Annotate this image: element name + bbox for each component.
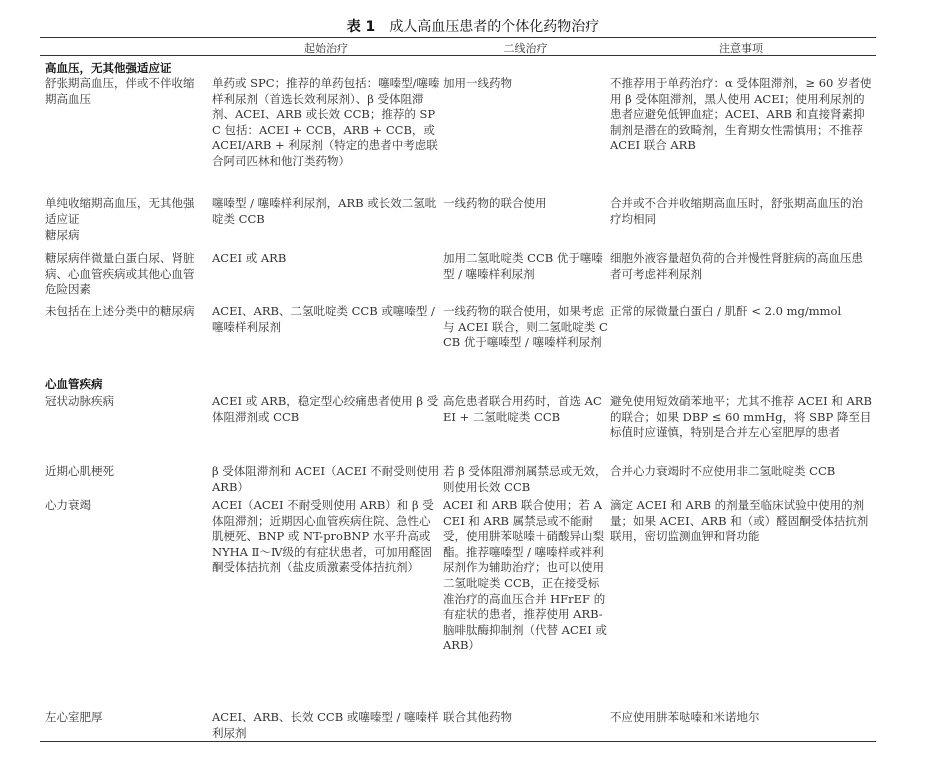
cell-initial: β 受体阻滞剂和 ACEI（ACEI 不耐受则使用 ARB） [212,464,440,494]
cell-notes: 正常的尿微量白蛋白 / 肌酐 < 2.0 mg/mmol [610,304,842,318]
cell-notes: 滴定 ACEI 和 ARB 的剂量至临床试验中使用的剂量；如果 ACEI、ARB 和（或）醛固酮受体拮抗剂联用，密切监测血钾和肾功能 [610,498,869,544]
cell-second: 一线药物的联合使用 [443,196,547,210]
cell-second: 高危患者联合用药时，首选 ACEI + 二氢吡啶类 CCB [443,394,602,424]
table-caption: 成人高血压患者的个体化药物治疗 [389,19,600,35]
header-notes: 注意事项 [719,42,763,55]
header-rule [40,55,876,56]
cell-second: 若 β 受体阻滞剂属禁忌或无效，则使用长效 CCB [443,464,607,494]
cell-second: 一线药物的联合使用，如果考虑与 ACEI 联合，则二氢吡啶类 CCB 优于噻嗪型 / 噻嗪样利尿剂 [443,304,608,350]
header-initial: 起始治疗 [304,42,348,55]
top-rule [40,37,876,38]
cell-notes: 不推荐用于单药治疗：α 受体阻滞剂，≥ 60 岁者使用 β 受体阻滞剂，黑人使用 ACEI；使用利尿剂的患者应避免低钾血症；ACEI、ARB 和直接肾素抑制剂是潜在的致畸剂，生育期女性需慎用；不推荐 ACEI 联合 ARB [610,76,872,153]
cell-condition: 冠状动脉疾病 [45,394,114,408]
bottom-rule [40,741,876,742]
cell-initial: ACEI 或 ARB [212,251,287,265]
cell-initial: ACEI、ARB、二氢吡啶类 CCB 或噻嗪型 / 噻嗪样利尿剂 [212,304,435,334]
section-heading: 高血压，无其他强适应证 [45,61,172,75]
cell-second: 联合其他药物 [443,710,512,724]
cell-second: 加用二氢吡啶类 CCB 优于噻嗪型 / 噻嗪样利尿剂 [443,251,603,281]
cell-second: 加用一线药物 [443,76,512,90]
cell-condition: 单纯收缩期高血压，无其他强适应证 [45,196,195,226]
cell-initial: ACEI 或 ARB，稳定型心绞痛患者使用 β 受体阻滞剂或 CCB [212,394,439,424]
cell-notes: 避免使用短效硝苯地平；尤其不推荐 ACEI 和 ARB 的联合；如果 DBP ≤ 60 mmHg，将 SBP 降至目标值时应谨慎，特别是合并左心室肥厚的患者 [610,394,872,440]
cell-initial: ACEI（ACEI 不耐受则使用 ARB）和 β 受体阻滞剂；近期因心血管疾病住院、急性心肌梗死、BNP 或 NT-proBNP 水平升高或 NYHA Ⅱ～Ⅳ级的有症状患者，可加用醛固酮受体拮抗剂（盐皮质激素受体拮抗剂） [212,498,434,575]
cell-second: ACEI 和 ARB 联合使用；若 ACEI 和 ARB 属禁忌或不能耐受，使用肼苯哒嗪＋硝酸异山梨酯。推荐噻嗪型 / 噻嗪样或袢利尿剂作为辅助治疗；也可以使用二氢吡啶类 CCB，正在接受标准治疗的高血压合并 HFrEF 的有症状的患者，推荐使用 ARB-脑啡肽酶抑制剂（代替 ACEI 或 ARB） [443,498,607,653]
cell-notes: 合并心力衰竭时不应使用非二氢吡啶类 CCB [610,464,836,478]
cell-initial: ACEI、ARB、长效 CCB 或噻嗪型 / 噻嗪样利尿剂 [212,710,439,740]
cell-condition: 近期心肌梗死 [45,464,114,478]
section-heading: 心血管疾病 [45,377,103,391]
table-title [0,16,946,36]
cell-condition: 糖尿病伴微量白蛋白尿、肾脏病、心血管疾病或其他心血管危险因素 [45,251,195,297]
cell-condition: 舒张期高血压，伴或不伴收缩期高血压 [45,76,195,106]
cell-condition: 未包括在上述分类中的糖尿病 [45,304,195,318]
header-second: 二线治疗 [503,42,548,55]
cell-notes: 不应使用肼苯哒嗪和米诺地尔 [610,710,760,724]
cell-notes: 合并或不合并收缩期高血压时，舒张期高血压的治疗均相同 [610,196,863,226]
cell-condition: 心力衰竭 [45,498,91,512]
cell-initial: 噻嗪型 / 噻嗪样利尿剂，ARB 或长效二氢吡啶类 CCB [212,196,437,226]
cell-notes: 细胞外液容量超负荷的合并慢性肾脏病的高血压患者可考虑袢利尿剂 [610,251,863,281]
table-number: 表 1 [346,19,376,35]
subheading-diabetes: 糖尿病 [45,228,80,242]
cell-condition: 左心室肥厚 [45,710,103,724]
cell-initial: 单药或 SPC；推荐的单药包括：噻嗪型/噻嗪样利尿剂（首选长效利尿剂）、β 受体阻滞剂、ACEI、ARB 或长效 CCB；推荐的 SPC 包括：ACEI + CCB，ARB + CCB，或 ACEI/ARB + 利尿剂（特定的患者中考虑联合阿司匹林和他汀类药物） [212,76,440,168]
